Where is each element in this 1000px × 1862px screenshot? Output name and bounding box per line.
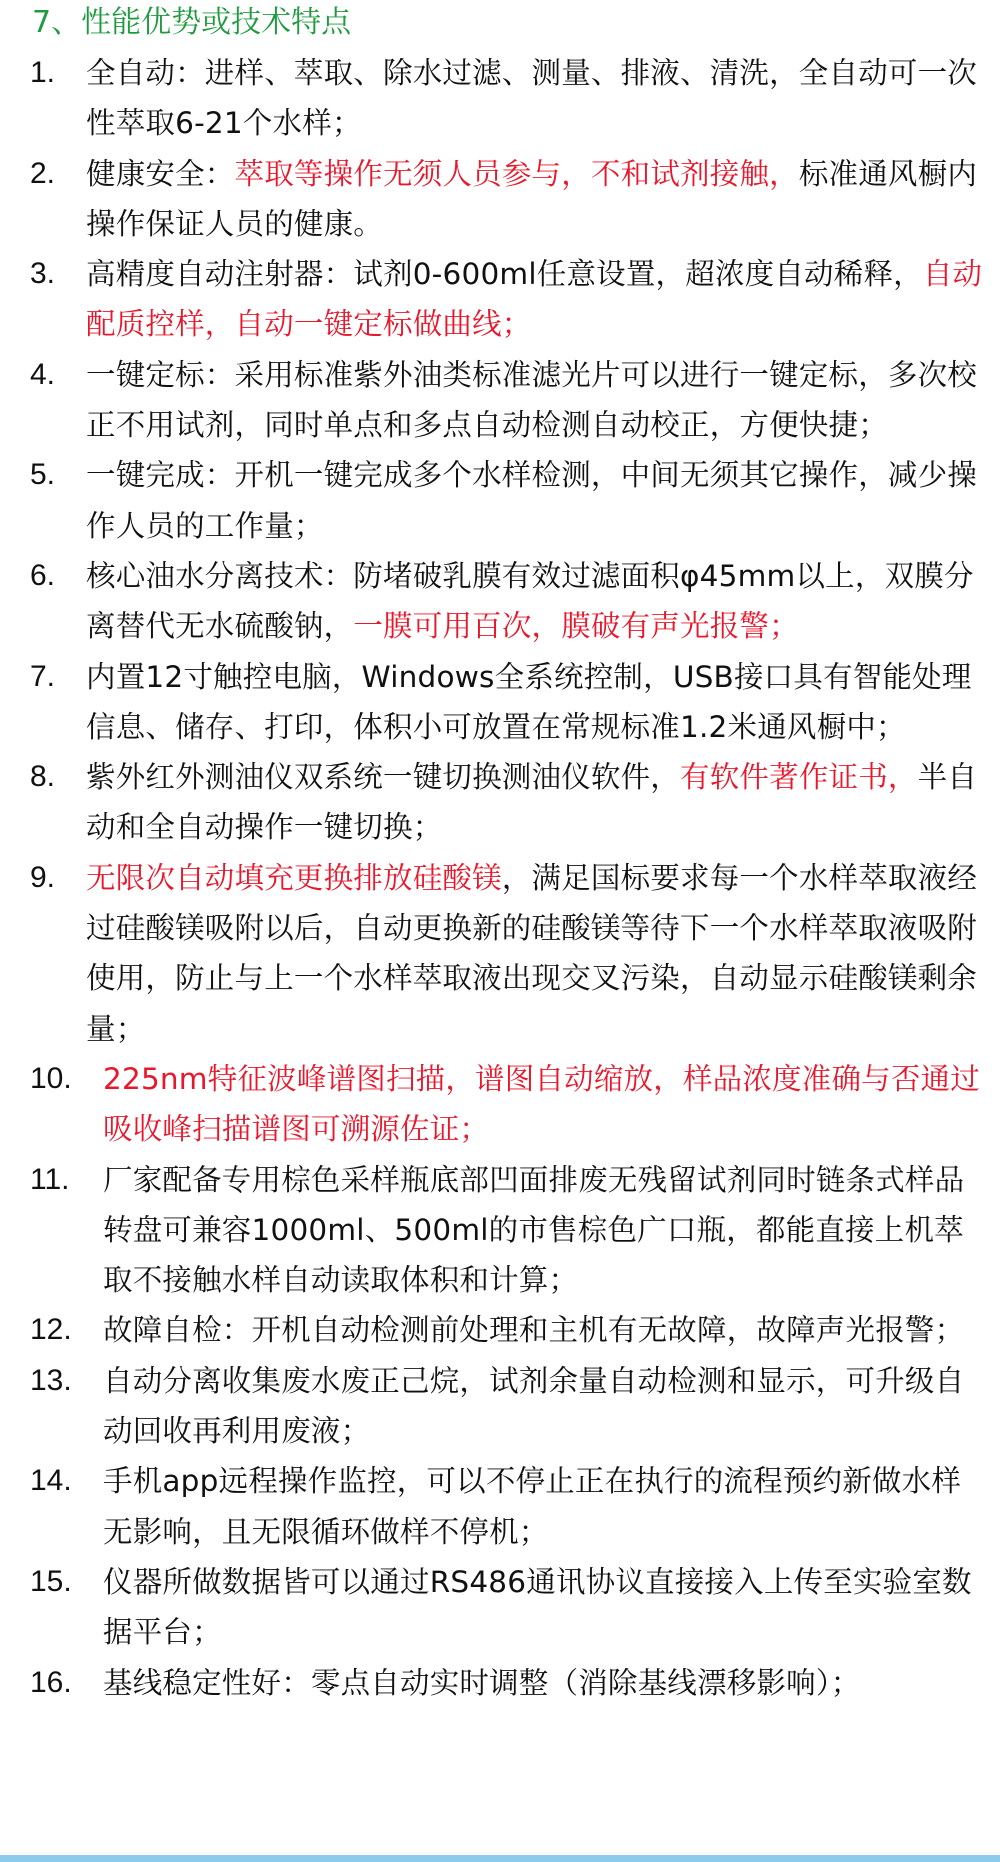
feature-text [86,652,986,753]
body-text: 内置12寸触控电脑，Windows全系统控制，USB接口具有智能处理信息、储存、打印，体积小可放置在常规标准1.2米通风橱中； [86,659,972,744]
highlighted-text: 一膜可用百次，膜破有声光报警； [353,609,799,644]
feature-number: 5. [30,458,56,492]
feature-number: 2. [30,156,56,190]
feature-item [0,1305,1000,1355]
feature-number: 15. [30,1564,72,1598]
feature-text [103,1305,988,1355]
body-text: 基线稳定性好：零点自动实时调整（消除基线漂移影响）； [103,1665,861,1700]
feature-text [86,350,986,451]
feature-number: 13. [30,1363,72,1397]
feature-item [0,752,1000,853]
feature-text [86,450,986,551]
feature-item [0,149,1000,250]
body-text: 一键定标：采用标准紫外油类标准滤光片可以进行一键定标，多次校正不用试剂，同时单点和多点自动检测自动校正，方便快捷； [86,357,978,443]
feature-number: 14. [30,1464,72,1498]
feature-item [0,1456,1000,1557]
feature-text [103,1456,988,1557]
feature-number: 7. [30,659,56,693]
feature-item [0,1155,1000,1306]
feature-item [0,450,1000,551]
feature-item [0,1054,1000,1155]
body-text: 厂家配备专用棕色采样瓶底部凹面排废无残留试剂同时链条式样品转盘可兼容1000ml、500ml的市售棕色广口瓶，都能直接上机萃取不接触水样自动读取体积和计算； [103,1162,965,1298]
feature-text [86,551,986,652]
body-text: 紫外红外测油仪双系统一键切换测油仪软件， [86,760,681,795]
feature-item [0,1356,1000,1457]
body-text: 一键完成：开机一键完成多个水样检测，中间无须其它操作，减少操作人员的工作量； [86,458,978,543]
highlighted-text: 225nm特征波峰谱图扫描，谱图自动缩放，样品浓度准确与否通过吸收峰扫描谱图可溯源佐证； [103,1061,980,1147]
feature-text [86,752,986,853]
feature-number: 4. [30,357,56,391]
feature-number: 3. [30,257,56,291]
body-text: 健康安全： [86,156,235,191]
feature-item [0,652,1000,753]
feature-item [0,48,1000,149]
body-text: 标准通风橱内操作保证人员的健康。 [86,156,978,241]
feature-text [103,1155,988,1306]
feature-text [86,853,986,1054]
feature-number: 8. [30,760,56,794]
feature-text [103,1658,988,1708]
body-text: ，满足国标要求每一个水样萃取液经过硅酸镁吸附以后，自动更换新的硅酸镁等待下一个水样萃取液吸附使用，防止与上一个水样萃取液出现交叉污染，自动显示硅酸镁剩余量； [86,860,978,1046]
body-text: 仪器所做数据皆可以通过RS486通讯协议直接接入上传至实验室数据平台； [103,1564,972,1650]
feature-number: 12. [30,1313,72,1347]
body-text: 核心油水分离技术：防堵破乳膜有效过滤面积φ45mm以上，双膜分离替代无水硫酸钠， [86,558,974,644]
feature-item [0,551,1000,652]
feature-text [103,1557,988,1658]
feature-item [0,350,1000,451]
feature-number: 16. [30,1665,72,1699]
feature-number: 10. [30,1061,72,1095]
feature-number: 1. [30,56,56,89]
body-text: 半自动和全自动操作一键切换； [86,760,978,845]
feature-text [86,149,986,250]
feature-text [86,48,986,149]
feature-number: 6. [30,558,56,592]
body-text: 高精度自动注射器：试剂0-600ml任意设置，超浓度自动稀释， [86,257,923,292]
body-text: 手机app远程操作监控，可以不停止正在执行的流程预约新做水样无影响，且无限循环做样不停机； [103,1464,962,1549]
body-text: 全自动：进样、萃取、除水过滤、测量、排液、清洗，全自动可一次性萃取6-21个水样； [86,56,978,141]
feature-text [103,1054,988,1155]
feature-item [0,853,1000,1054]
feature-list [0,48,1000,1708]
feature-text [103,1356,988,1457]
feature-number: 9. [30,860,56,894]
feature-item [0,249,1000,350]
highlighted-text: 自动配质控样，自动一键定标做曲线； [86,257,983,342]
feature-item [0,1658,1000,1708]
section-title: 7、性能优势或技术特点 [32,5,352,40]
feature-number: 11. [30,1162,70,1196]
bottom-divider-bar [0,1855,1000,1862]
highlighted-text: 有软件著作证书， [680,760,918,795]
body-text: 故障自检：开机自动检测前处理和主机有无故障，故障声光报警； [103,1313,965,1348]
feature-item [0,1557,1000,1658]
highlighted-text: 萃取等操作无须人员参与，不和试剂接触， [234,156,799,191]
body-text: 自动分离收集废水废正己烷，试剂余量自动检测和显示，可升级自动回收再利用废液； [103,1363,965,1449]
highlighted-text: 无限次自动填充更换排放硅酸镁 [86,860,502,895]
feature-text [86,249,986,350]
